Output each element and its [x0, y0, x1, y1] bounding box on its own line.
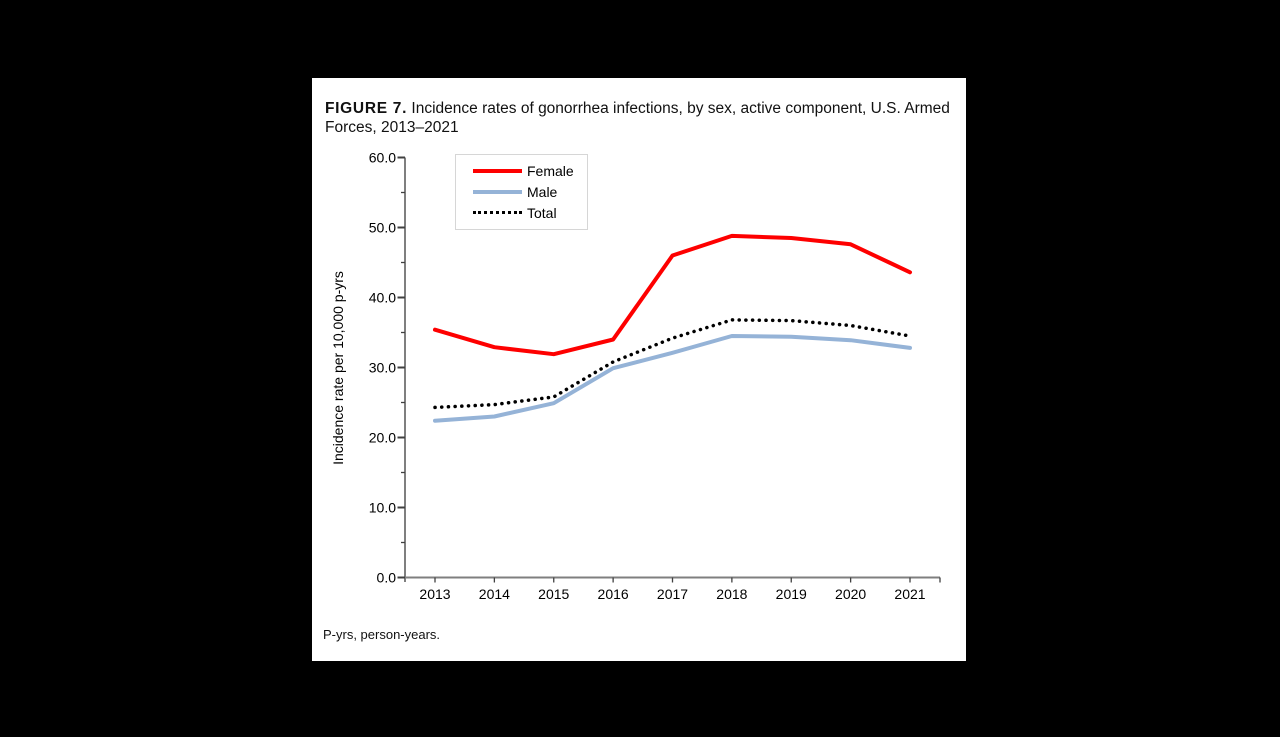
figure-title-text: Incidence rates of gonorrhea infections, by sex, active component, U.S. Armed Forces, 2013–2021 [325, 99, 950, 137]
footnote: P-yrs, person-years. [323, 627, 441, 642]
x-tick-label: 2013 [419, 586, 451, 602]
legend-label: Male [527, 183, 558, 200]
legend-item-female [473, 163, 587, 179]
legend-line-sample-total [473, 211, 522, 214]
x-tick-label: 2018 [716, 586, 748, 602]
legend-label: Female [527, 163, 574, 180]
legend-item-male [473, 184, 587, 200]
series-line-female [435, 236, 910, 354]
legend-line-sample-male [473, 190, 522, 194]
y-tick-label: 0.0 [376, 569, 396, 586]
legend [455, 154, 588, 230]
x-tick-label: 2016 [597, 586, 629, 602]
y-tick-label: 10.0 [368, 499, 396, 516]
y-tick-label: 30.0 [368, 359, 396, 376]
x-tick-label: 2015 [538, 586, 570, 602]
y-axis-title: Incidence rate per 10,000 p-yrs [330, 271, 346, 465]
y-tick-label: 60.0 [368, 149, 396, 166]
figure-panel [312, 78, 966, 661]
chart-svg [312, 78, 966, 661]
x-tick-label: 2020 [835, 586, 867, 602]
y-tick-label: 20.0 [368, 429, 396, 446]
figure-number: FIGURE 7. [325, 99, 408, 117]
x-tick-label: 2017 [656, 586, 689, 602]
y-tick-label: 50.0 [368, 219, 396, 236]
legend-label: Total [527, 204, 557, 221]
series-line-total [435, 320, 910, 408]
y-tick-label: 40.0 [368, 289, 396, 306]
x-tick-label: 2021 [894, 586, 926, 602]
x-tick-label: 2019 [775, 586, 807, 602]
x-tick-label: 2014 [478, 586, 510, 602]
legend-item-total [473, 205, 587, 221]
legend-line-sample-female [473, 169, 522, 173]
